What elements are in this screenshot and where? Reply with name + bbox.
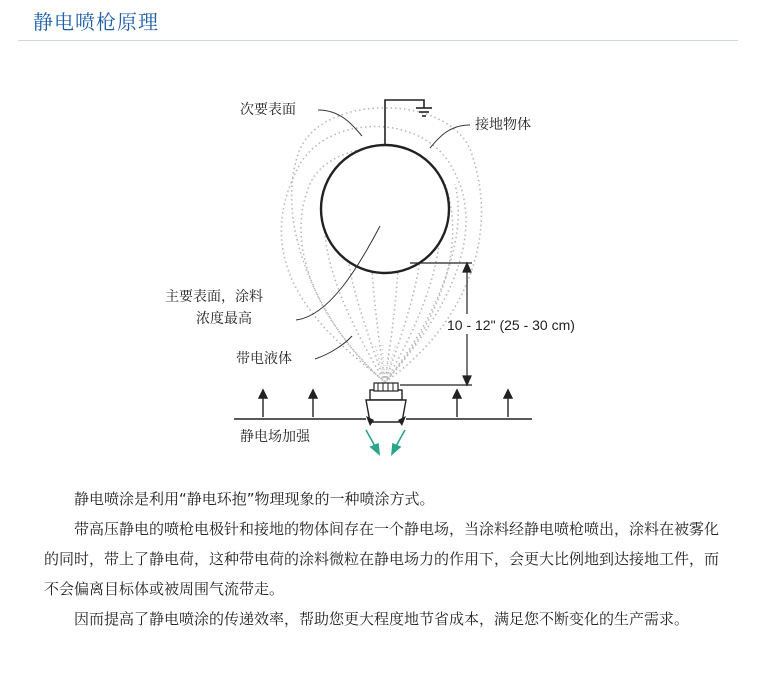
label-grounded-object: 接地物体 (475, 117, 531, 133)
spray-direction-arrows (366, 430, 405, 454)
ground-icon (385, 100, 432, 145)
label-secondary-surface: 次要表面 (240, 102, 296, 118)
label-field-enhance: 静电场加强 (240, 429, 310, 445)
label-distance: 10 - 12" (25 - 30 cm) (447, 317, 575, 333)
grounded-object-sphere (321, 145, 449, 273)
paragraph-3: 因而提高了静电喷涂的传递效率，帮助您更大程度地节省成本，满足您不断变化的生产需求。 (74, 610, 690, 628)
label-main-surface-line2: 浓度最高 (196, 311, 252, 327)
electrostatic-diagram (0, 44, 761, 484)
header (0, 0, 761, 44)
paragraph-1: 静电喷涂是利用“静电环抱”物理现象的一种喷涂方式。 (74, 490, 435, 508)
description (44, 484, 724, 634)
page-title: 静电喷枪原理 (33, 10, 159, 34)
spray-gun-icon (366, 383, 406, 426)
diagram-graphic (0, 44, 761, 484)
paragraph-2: 带高压静电的喷枪电极针和接地的物体间存在一个静电场，当涂料经静电喷枪喷出，涂料在被雾化的同时，带上了静电荷，这种带电荷的涂料微粒在静电场力的作用下，会更大比例地到达接地工件，而不会偏离目标体或被周围气流带走。 (44, 520, 720, 598)
label-main-surface-line1: 主要表面，涂料 (165, 289, 263, 305)
label-charged-liquid: 带电液体 (236, 351, 292, 367)
title-divider (18, 40, 738, 41)
